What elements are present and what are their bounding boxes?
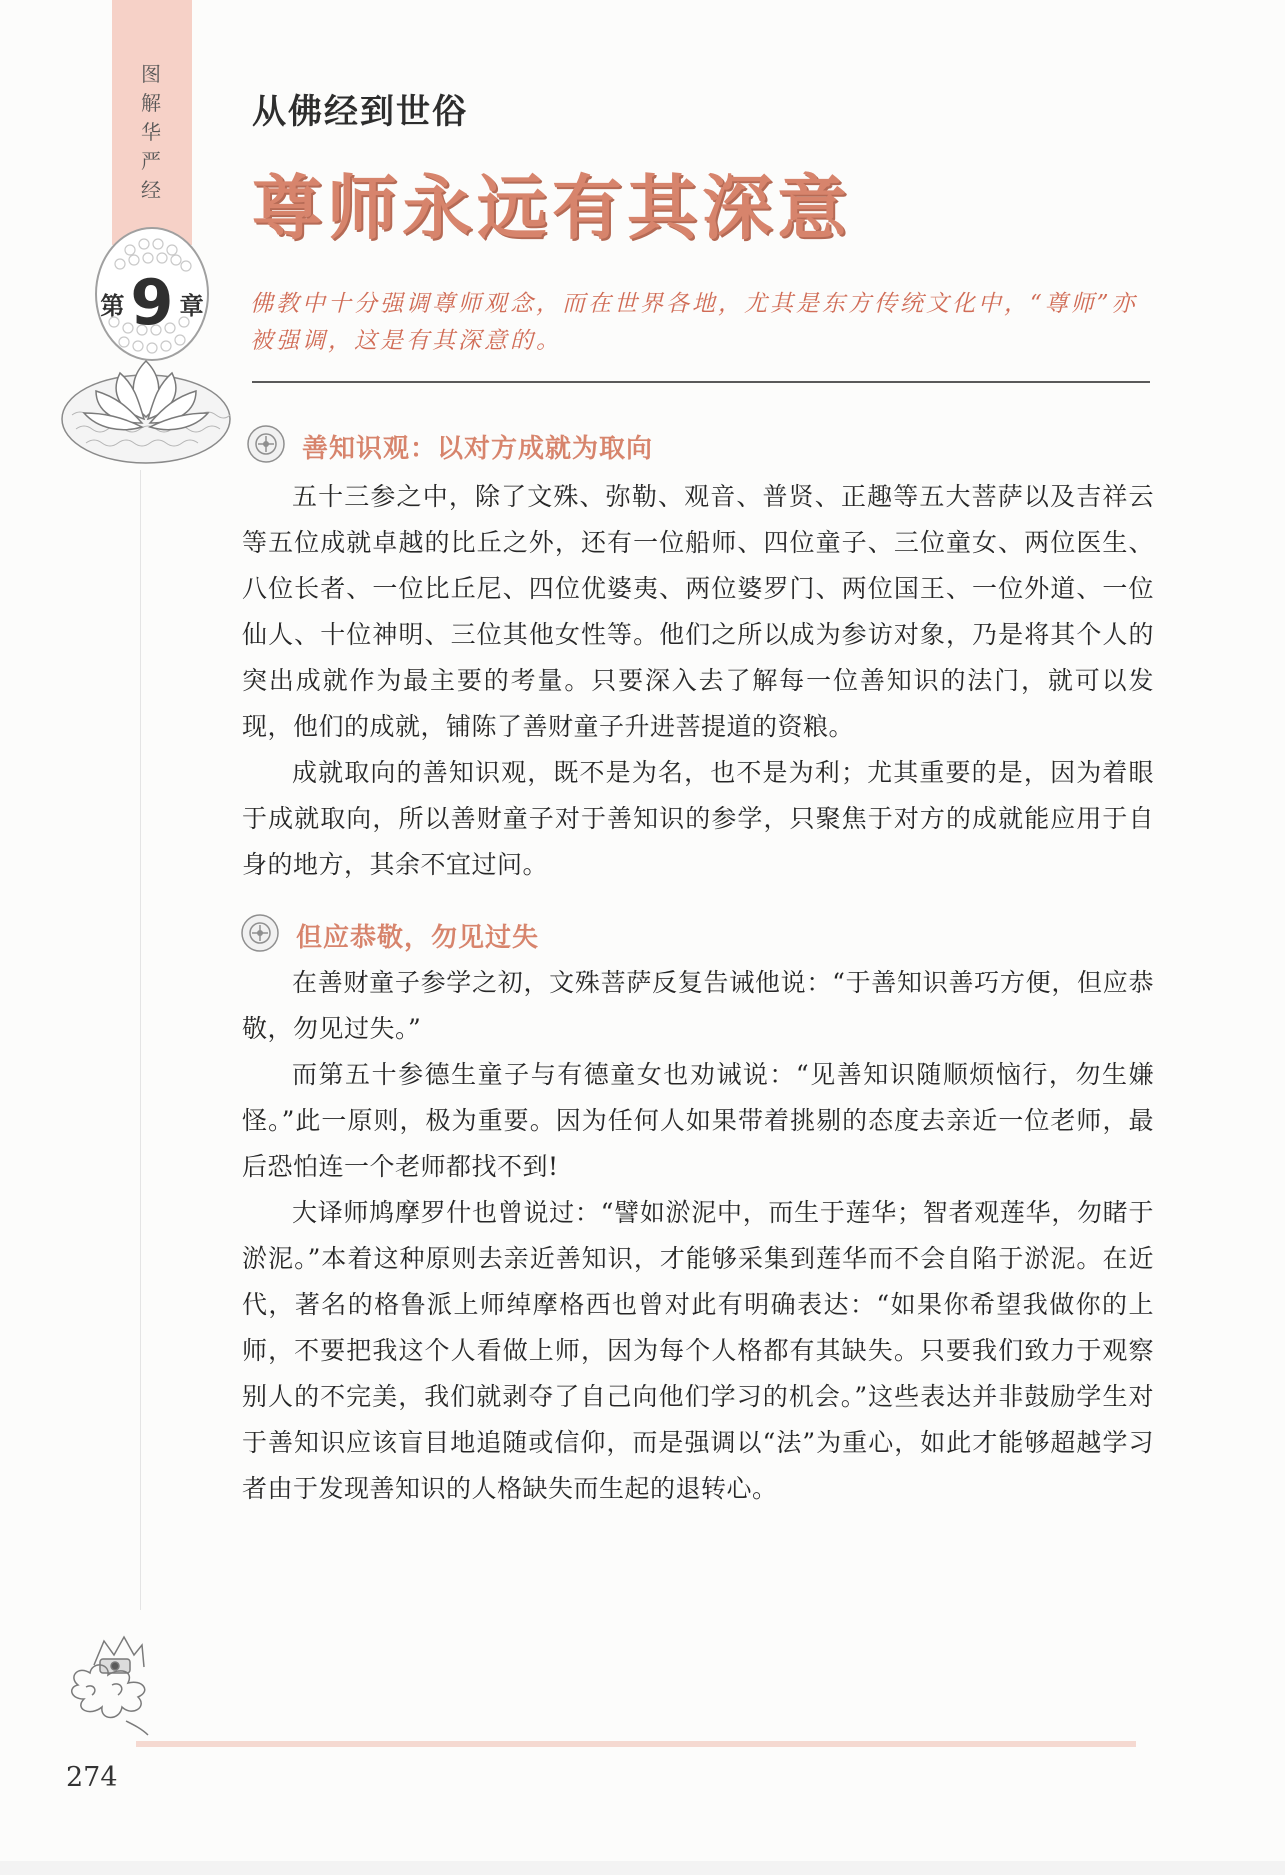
chapter-kicker: 从佛经到世俗	[252, 92, 468, 132]
cloud-ornament-icon	[64, 1625, 164, 1737]
chapter-number: 9	[130, 266, 174, 339]
page-number: 274	[66, 1762, 118, 1793]
body-paragraph: 成就取向的善知识观，既不是为名，也不是为利；尤其重要的是，因为着眼于成就取向，所以善财童子对于善知识的参学，只聚焦于对方的成就能应用于自身的地方，其余不宜过问。	[242, 758, 1154, 879]
intro-text: 佛教中十分强调尊师观念，而在世界各地，尤其是东方传统文化中，“尊师”亦被强调，这是有其深意的。	[250, 291, 1138, 354]
body-paragraph: 大译师鸠摩罗什也曾说过：“譬如淤泥中，而生于莲华；智者观莲华，勿睹于淤泥。”本着这种原则去亲近善知识，才能够采集到莲华而不会自陷于淤泥。在近代，著名的格鲁派上师绰摩格西也曾对此有明确表达：“如果你希望我做你的上师，不要把我这个人看做上师，因为每个人格都有其缺失。只要我们致力于观察别人的不完美，我们就剥夺了自己向他们学习的机会。”这些表达并非鼓励学生对于善知识应该盲目地追随或信仰，而是强调以“法”为重心，如此才能够超越学习者由于发现善知识的人格缺失而生起的退转心。	[242, 1198, 1154, 1503]
section-heading: 善知识观：以对方成就为取向	[302, 434, 654, 464]
footer-rule	[136, 1741, 1136, 1747]
dharma-wheel-icon	[246, 424, 286, 464]
lotus-icon	[58, 355, 234, 467]
body-paragraph: 在善财童子参学之初，文殊菩萨反复告诫他说：“于善知识善巧方便，但应恭敬，勿见过失。”	[242, 968, 1154, 1043]
section-body	[242, 474, 1154, 888]
section-body	[242, 960, 1154, 1512]
section-heading: 但应恭敬，勿见过失	[296, 923, 540, 953]
chapter-prefix: 第	[100, 291, 125, 320]
body-paragraph: 五十三参之中，除了文殊、弥勒、观音、普贤、正趣等五大菩萨以及吉祥云等五位成就卓越的比丘之外，还有一位船师、四位童子、三位童女、两位医生、八位长者、一位比丘尼、四位优婆夷、两位婆罗门、两位国王、一位外道、一位仙人、十位神明、三位其他女性等。他们之所以成为参访对象，乃是将其个人的突出成就作为最主要的考量。只要深入去了解每一位善知识的法门，就可以发现，他们的成就，铺陈了善财童子升进菩提道的资粮。	[242, 482, 1154, 741]
book-title: 图解华严经	[141, 62, 161, 202]
page-title: 尊师永远有其深意	[252, 166, 852, 249]
chapter-label	[90, 268, 214, 338]
intro-divider	[252, 381, 1150, 383]
body-paragraph: 而第五十参德生童子与有德童女也劝诫说：“见善知识随顺烦恼行，勿生嫌怪。”此一原则，极为重要。因为任何人如果带着挑剔的态度去亲近一位老师，最后恐怕连一个老师都找不到!	[242, 1060, 1154, 1181]
sidebar-rule	[140, 470, 141, 1610]
dharma-wheel-icon	[240, 913, 280, 953]
chapter-suffix: 章	[179, 291, 204, 320]
